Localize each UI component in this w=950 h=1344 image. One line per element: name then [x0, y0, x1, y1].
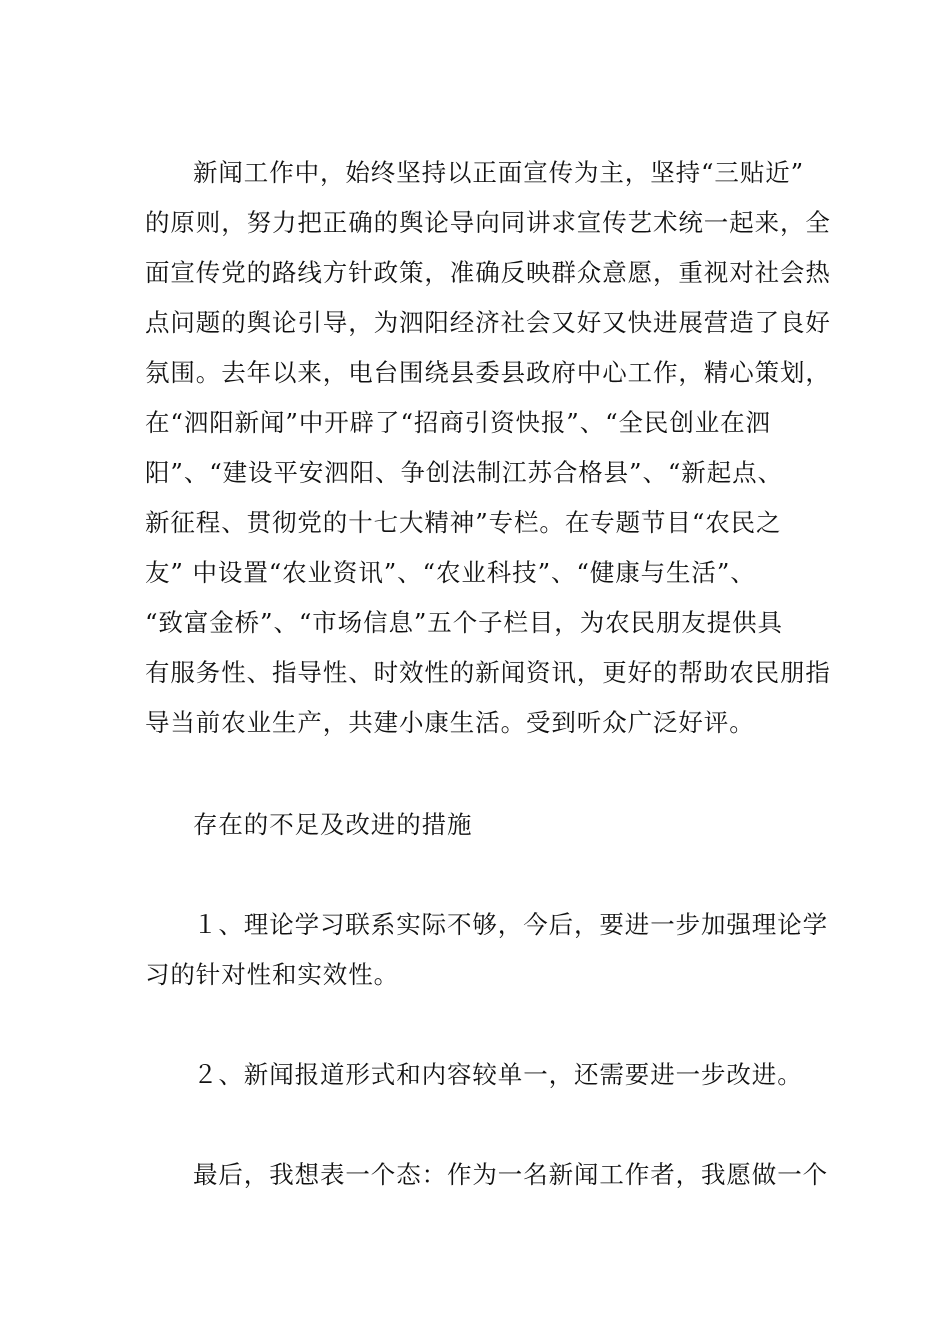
paragraph-line: 点问题的舆论引导，为泗阳经济社会又好又快进展营造了良好 — [145, 308, 831, 337]
paragraph-line: 导当前农业生产，共建小康生活。受到听众广泛好评。 — [145, 708, 755, 737]
paragraph-line: 阳”、“建设平安泗阳、争创法制江苏合格县”、“新起点、 — [145, 458, 783, 487]
list-item-line: １、理论学习联系实际不够，今后，要进一步加强理论学 — [193, 910, 828, 939]
paragraph-line: 面宣传党的路线方针政策，准确反映群众意愿，重视对社会热 — [145, 258, 831, 287]
list-item-line: ２、新闻报道形式和内容较单一，还需要进一步改进。 — [193, 1060, 803, 1089]
section-heading: 存在的不足及改进的措施 — [193, 810, 473, 839]
document-body — [145, 0, 831, 1344]
paragraph-line: 的原则，努力把正确的舆论导向同讲求宣传艺术统一起来，全 — [145, 208, 831, 237]
list-item-line: 习的针对性和实效性。 — [145, 960, 399, 989]
paragraph-line: 新征程、贯彻党的十七大精神”专栏。在专题节目“农民之 — [145, 508, 782, 537]
paragraph-line: 氛围。去年以来，电台围绕县委县政府中心工作，精心策划， — [145, 358, 831, 387]
paragraph-line: 有服务性、指导性、时效性的新闻资讯，更好的帮助农民朋指 — [145, 658, 831, 687]
paragraph-line: 在“泗阳新闻”中开辟了“招商引资快报”、“全民创业在泗 — [145, 408, 771, 437]
paragraph-line: 新闻工作中，始终坚持以正面宣传为主，坚持“三贴近” — [193, 158, 805, 187]
paragraph-line: 友” 中设置“农业资讯”、“农业科技”、“健康与生活”、 — [145, 558, 756, 587]
paragraph-line: “致富金桥”、“市场信息”五个子栏目，为农民朋友提供具 — [145, 608, 783, 637]
paragraph-line: 最后，我想表一个态：作为一名新闻工作者，我愿做一个 — [193, 1160, 828, 1189]
